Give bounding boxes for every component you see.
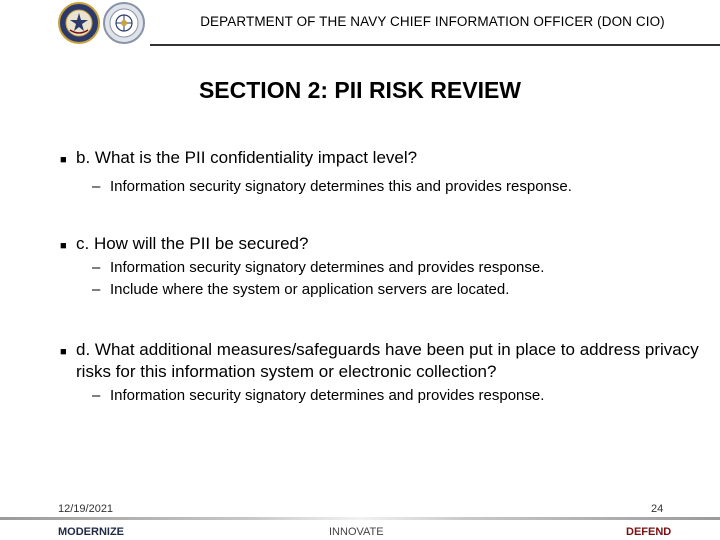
bullet-text: d. What additional measures/safeguards have been put in place to address privacy risks for this information system or electronic collection? xyxy=(76,340,699,381)
footer-defend: DEFEND xyxy=(626,526,672,538)
dash-bullet-icon: – xyxy=(92,259,101,276)
footer-divider xyxy=(0,517,720,520)
department-of-the-navy-seal-icon xyxy=(58,2,100,44)
don-cio-seal-icon xyxy=(103,2,145,44)
square-bullet-icon: ■ xyxy=(60,154,67,166)
bullet-item-c xyxy=(60,233,710,301)
bullet-item-b xyxy=(60,147,710,198)
page-number: 24 xyxy=(651,503,664,515)
sub-bullet-text: Include where the system or application servers are located. xyxy=(110,281,510,298)
footer-date: 12/19/2021 xyxy=(58,503,114,515)
header-divider xyxy=(150,44,720,46)
square-bullet-icon: ■ xyxy=(60,346,67,358)
bullet-text: c. How will the PII be secured? xyxy=(76,234,309,253)
bullet-item-d xyxy=(60,339,710,407)
dash-bullet-icon: – xyxy=(92,281,101,298)
dash-bullet-icon: – xyxy=(92,178,101,195)
footer-modernize: MODERNIZE xyxy=(58,526,124,538)
header-title: DEPARTMENT OF THE NAVY CHIEF INFORMATION OFFICER (DON CIO) xyxy=(200,14,665,29)
footer-innovate: INNOVATE xyxy=(329,526,384,538)
bullet-text: b. What is the PII confidentiality impact level? xyxy=(76,148,418,167)
sub-bullet-text: Information security signatory determines and provides response. xyxy=(110,387,545,404)
sub-bullet-text: Information security signatory determines and provides response. xyxy=(110,259,545,276)
slide-title: SECTION 2: PII RISK REVIEW xyxy=(198,77,522,103)
sub-bullet-text: Information security signatory determines this and provides response. xyxy=(110,178,572,195)
dash-bullet-icon: – xyxy=(92,387,101,404)
square-bullet-icon: ■ xyxy=(60,240,67,252)
